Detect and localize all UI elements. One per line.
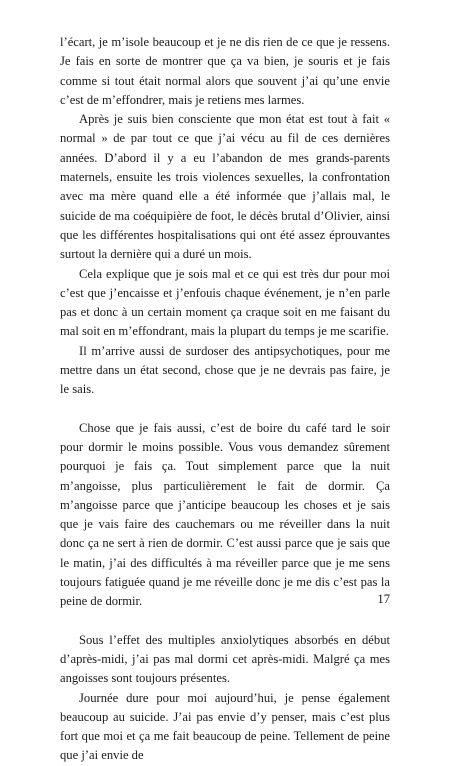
page-number: 17 bbox=[377, 592, 390, 606]
paragraph: l’écart, je m’isole beaucoup et je ne dis rien de ce que je ressens. Je fais en sorte de montrer que ça va bien, je souris et je fais comme si tout était normal alors que souvent j’ai qu’une envie c’est de m’effondrer, mais je retiens mes larmes. bbox=[60, 35, 390, 107]
paragraph: Il m’arrive aussi de surdoser des antipsychotiques, pour me mettre dans un état second, chose que je ne devrais pas faire, je le sais. bbox=[60, 343, 390, 397]
paragraph: Après je suis bien consciente que mon état est tout à fait « normal » de par tout ce que j’ai vécu au fil de ces dernières années. D’abord il y a eu l’abandon de mes grands-parents maternels, ensuite les trois violences sexuelles, la confrontation avec ma mère quand elle a été informée que j’allais mal, le suicide de ma coéquipière de foot, le décès brutal d’Olivier, ainsi que les différentes hospitalisations qui ont été assez éprouvantes surtout la dernière qui a duré un mois. bbox=[60, 112, 390, 262]
paragraph: Journée dure pour moi aujourd’hui, je pense également beaucoup au suicide. J’ai pas envie d’y penser, mais c’est plus fort que moi et ça me fait beaucoup de peine. Tellement de peine que j’ai envie de bbox=[60, 690, 390, 763]
paragraph: Sous l’effet des multiples anxiolytiques absorbés en début d’après-midi, j’ai pas mal dormi cet après-midi. Malgré ça mes angoisses sont toujours présentes. bbox=[60, 632, 390, 686]
body-text bbox=[60, 33, 390, 766]
paragraph: Chose que je fais aussi, c’est de boire du café tard le soir pour dormir le moins possible. Vous vous demandez sûrement pourquoi je fais ça. Tout simplement parce que la nuit m’angoisse, plus particulièrement le fait de dormir. Ça m’angoisse parce que j’anticipe beaucoup les choses et je sais que je vais faire des cauchemars ou me réveiller dans la nuit donc ça ne sert à rien de dormir. C’est aussi parce que je sais que le matin, j’ai des difficultés à ma réveiller parce que je me sens toujours fatiguée quand je me réveille donc je me dis c’est pas la peine de dormir. bbox=[60, 420, 390, 609]
paragraph: Cela explique que je sois mal et ce qui est très dur pour moi c’est que j’encaisse et j’enfouis chaque événement, je n’en parle pas et donc à un certain moment ça craque soit en me faisant du mal soit en m’effondrant, mais la plupart du temps je me scarifie. bbox=[60, 266, 390, 339]
